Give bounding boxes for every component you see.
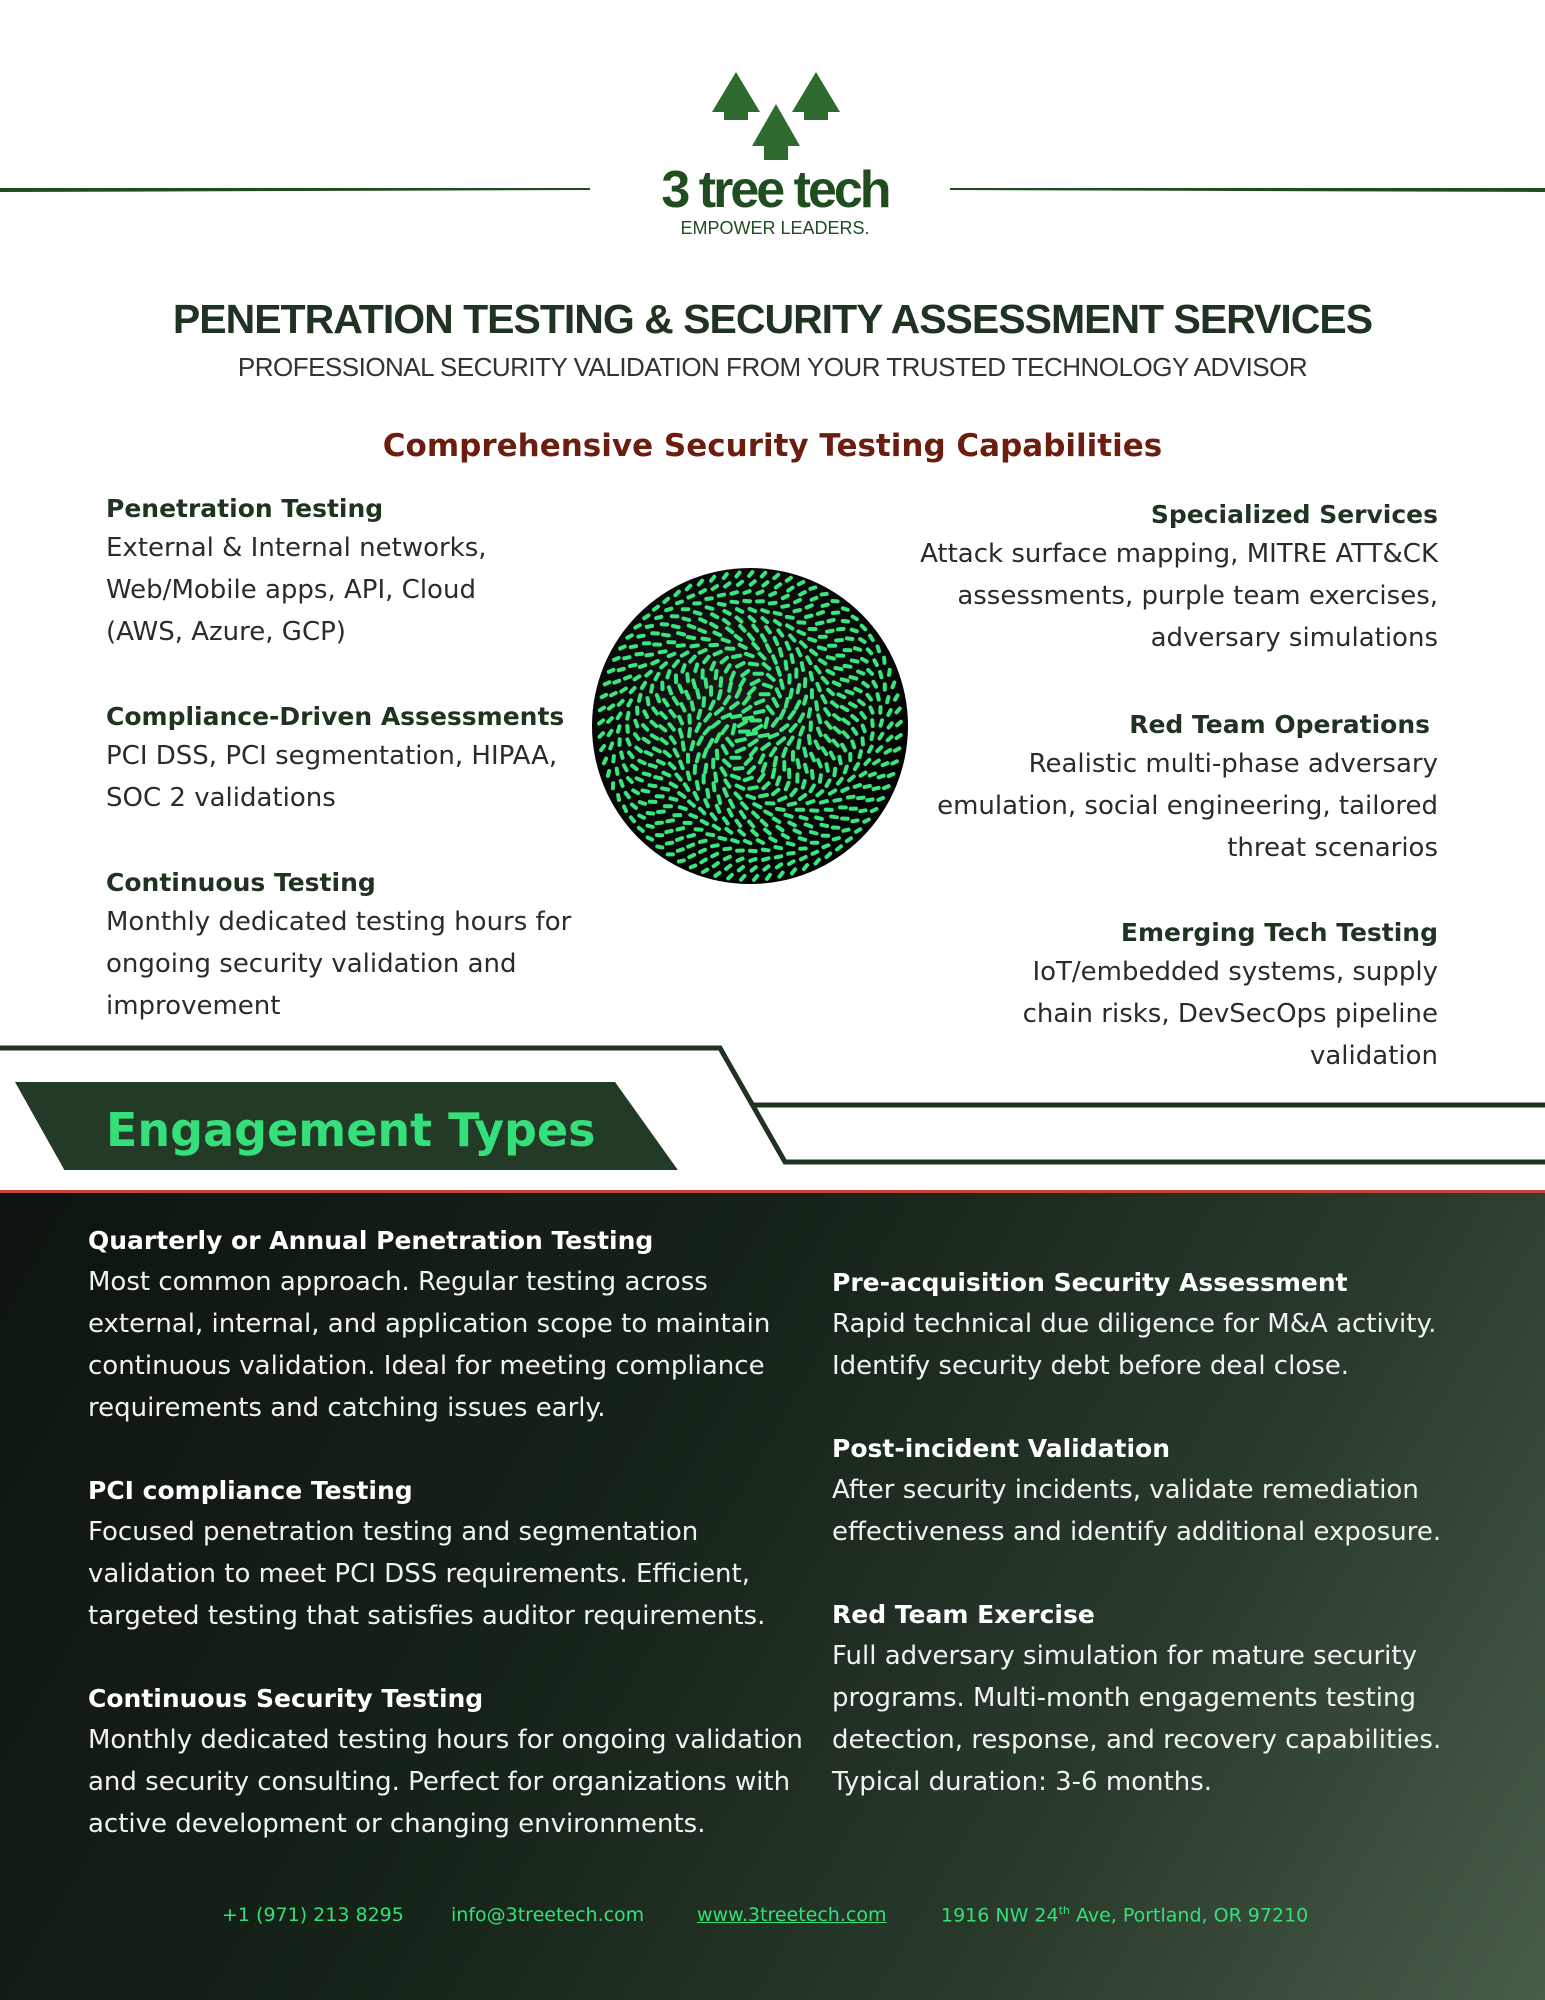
engagement-pre-acquisition (832, 1268, 1472, 1387)
capability-compliance (106, 702, 626, 819)
page-title: PENETRATION TESTING & SECURITY ASSESSMENT SERVICES (172, 296, 1373, 342)
capability-body: External & Internal networks, Web/Mobile apps, API, Cloud (AWS, Azure, GCP) (106, 533, 487, 647)
footer-address-sup: th (1058, 1904, 1070, 1917)
capability-body: Realistic multi-phase adversary emulation, social engineering, tailored threat scenarios (937, 749, 1438, 863)
capability-title: Red Team Operations (1129, 710, 1430, 739)
page-subtitle: PROFESSIONAL SECURITY VALIDATION FROM YOUR TRUSTED TECHNOLOGY ADVISOR (237, 352, 1308, 382)
capability-red-team (918, 710, 1438, 869)
capability-title: Emerging Tech Testing (1120, 918, 1438, 947)
capability-penetration-testing (106, 494, 626, 653)
brand-logo (640, 66, 910, 246)
engagement-body: Monthly dedicated testing hours for ongoing validation and security consulting. Perfect for organizations with active development or changing environments. (88, 1725, 803, 1839)
capability-body: PCI DSS, PCI segmentation, HIPAA, SOC 2 validations (106, 741, 558, 813)
footer-address (941, 1904, 1308, 1926)
globe-icon (590, 566, 910, 886)
engagement-red-team (832, 1600, 1472, 1803)
engagement-title: Red Team Exercise (832, 1600, 1095, 1629)
capability-body: Monthly dedicated testing hours for ongoing security validation and improvement (106, 907, 572, 1021)
footer-email[interactable]: info@3treetech.com (451, 1904, 645, 1926)
capability-body: Attack surface mapping, MITRE ATT&CK assessments, purple team exercises, adversary simulations (920, 539, 1438, 653)
engagement-body: Full adversary simulation for mature security programs. Multi-month engagements testing detection, response, and recovery capabilities. Typical duration: 3-6 months. (832, 1641, 1442, 1797)
engagement-title: Continuous Security Testing (88, 1684, 484, 1713)
footer-address-pre: 1916 NW 24 (941, 1904, 1059, 1927)
capability-continuous (106, 868, 626, 1027)
capability-title: Specialized Services (1150, 500, 1438, 529)
footer-phone[interactable]: +1 (971) 213 8295 (222, 1904, 404, 1926)
capability-specialized (918, 500, 1438, 659)
engagement-pci (88, 1476, 818, 1637)
footer-website-link[interactable]: www.3treetech.com (697, 1904, 887, 1926)
capability-title: Penetration Testing (106, 494, 384, 523)
engagement-body: Focused penetration testing and segmentation validation to meet PCI DSS requirements. Efficient, targeted testing that satisfies auditor requirements. (88, 1517, 766, 1631)
capabilities-heading: Comprehensive Security Testing Capabilities (382, 428, 1163, 464)
brand-tagline: EMPOWER LEADERS. (680, 218, 870, 238)
capability-title: Continuous Testing (106, 868, 376, 897)
engagement-title: Pre-acquisition Security Assessment (832, 1268, 1348, 1297)
engagement-quarterly (88, 1226, 818, 1429)
engagement-body: Most common approach. Regular testing across external, internal, and application scope to maintain continuous validation. Ideal for meeting compliance requirements and catching issues early. (88, 1267, 771, 1423)
brand-name: 3 tree tech (661, 161, 889, 219)
engagement-continuous (88, 1684, 818, 1845)
engagement-heading: Engagement Types (106, 1103, 596, 1157)
header-divider-right (950, 185, 1545, 193)
engagement-title: PCI compliance Testing (88, 1476, 413, 1505)
tree-logo-icon (706, 66, 846, 162)
engagement-title: Post-incident Validation (832, 1434, 1171, 1463)
engagement-title: Quarterly or Annual Penetration Testing (88, 1226, 654, 1255)
capability-title: Compliance-Driven Assessments (106, 702, 565, 731)
engagement-body: Rapid technical due diligence for M&A activity. Identify security debt before deal close. (832, 1309, 1437, 1381)
header-divider-left (0, 185, 590, 193)
capability-body: IoT/embedded systems, supply chain risks, DevSecOps pipeline validation (1022, 957, 1438, 1071)
engagement-body: After security incidents, validate remediation effectiveness and identify additional exposure. (832, 1475, 1442, 1547)
footer-address-post: Ave, Portland, OR 97210 (1069, 1904, 1309, 1927)
engagement-post-incident (832, 1434, 1472, 1553)
